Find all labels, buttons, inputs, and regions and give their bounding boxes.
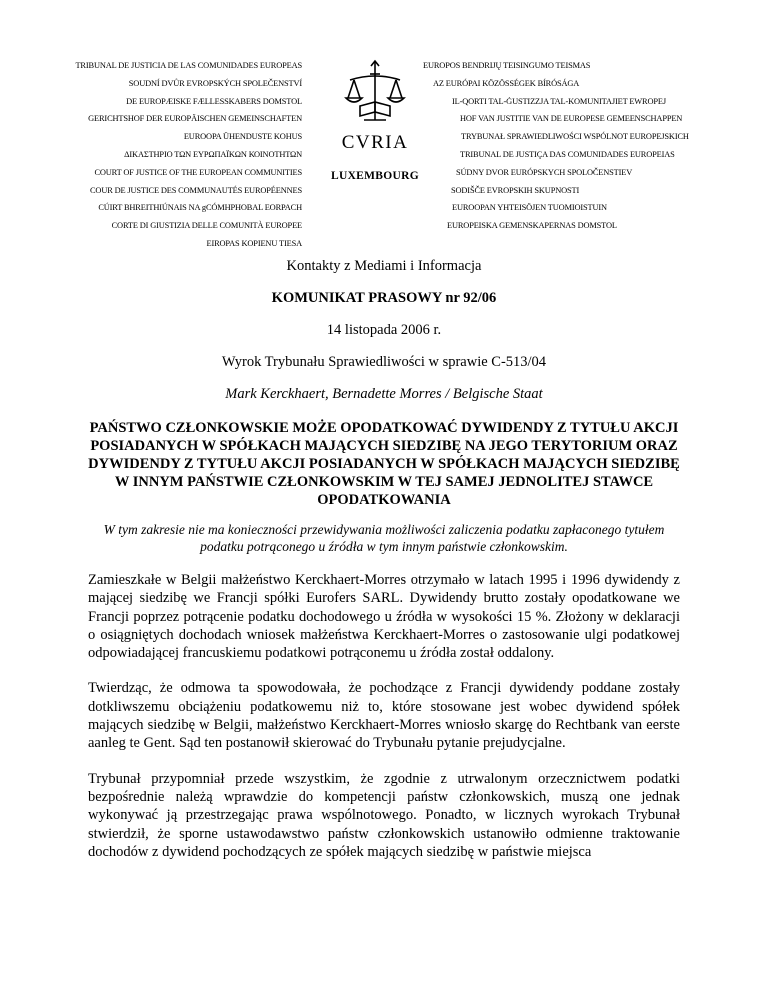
release-title: KOMUNIKAT PRASOWY nr 92/06: [271, 290, 497, 306]
court-name: EUROPEISKA GEMENSKAPERNAS DOMSTOL: [447, 221, 617, 231]
court-name: TRYBUNAŁ SPRAWIEDLIWOŚCI WSPÓLNOT EUROPEJSKICH: [461, 132, 689, 142]
court-name: EUROOPA ÜHENDUSTE KOHUS: [183, 132, 302, 142]
court-name: DE EUROPÆISKE FÆLLESSKABERS DOMSTOL: [126, 96, 302, 106]
court-name: EIROPAS KOPIENU TIESA: [206, 238, 302, 248]
court-name: COUR DE JUSTICE DES COMMUNAUTÉS EUROPÉENNES: [89, 185, 302, 195]
court-name: EUROOPAN YHTEISÖJEN TUOMIOISTUIN: [452, 203, 607, 213]
curia-wordmark: CVRIA: [341, 132, 409, 153]
court-name: CÚIRT BHREITHIÚNAIS NA gCÓMHPHOBAL EORPACH: [98, 203, 302, 213]
headline: PAŃSTWO CZŁONKOWSKIE MOŻE OPODATKOWAĆ DYWIDENDY Z TYTUŁU AKCJI POSIADANYCH W SPÓŁKACH MAJĄCYCH SIEDZIBĘ NA JEGO TERYTORIUM ORAZ DYWIDENDY Z TYTUŁU AKCJI POSIADANYCH W SPÓŁKACH MAJĄCYCH SIEDZIBĘ W INNYM PAŃSTWIE CZŁONKOWSKIM W TEJ SAMEJ JEDNOLITEJ STAWCE OPODATKOWANIA: [88, 420, 680, 508]
body-paragraph: Twierdząc, że odmowa ta spowodowała, że pochodzące z Francji dywidendy poddane zostały dotkliwszemu obciążeniu podatkowemu niż to, które stosowane jest wobec dywidend spółek mających siedzibę w Belgii, małżeństwo Kerckhaert-Morres wniosło skargę do Rechtbank van eerste aanleg te Gent. Sąd ten postanowił skierować do Trybunału pytanie prejudycjalne.: [88, 680, 680, 752]
letterhead: [0, 0, 768, 248]
court-name: ΔΙΚΑΣΤΗΡΙΟ ΤΩΝ ΕΥΡΩΠΑΪΚΩΝ ΚΟΙΝΟΤΗΤΩΝ: [124, 149, 302, 159]
court-names-left: [0, 57, 302, 253]
press-release: [88, 257, 680, 878]
court-name: SODIŠČE EVROPSKIH SKUPNOSTI: [451, 185, 580, 195]
court-name: TRIBUNAL DE JUSTICIA DE LAS COMUNIDADES EUROPEAS: [75, 61, 302, 70]
release-date: 14 listopada 2006 r.: [326, 322, 442, 338]
court-name: SOUDNÍ DVŮR EVROPSKÝCH SPOLEČENSTVÍ: [128, 78, 302, 88]
court-name: CORTE DI GIUSTIZIA DELLE COMUNITÀ EUROPEE: [111, 221, 302, 231]
body-paragraph: Trybunał przypomniał przede wszystkim, że zgodnie z utrwalonym orzecznictwem podatki bezpośrednie należą wprawdzie do kompetencji państw członkowskich, muszą one jednak wykonywać ją przestrzegając prawa wspólnotowego. Ponadto, w licznych wyrokach Trybunał stwierdził, że sporne ustawodawstwo państw członkowskich ustanowiło odmienne traktowanie dochodów z dywidend pochodzących ze spółek mających siedzibę w państwie miejsca: [88, 770, 680, 860]
court-name: AZ EURÓPAI KÖZÖSSÉGEK BÍRÓSÁGA: [433, 78, 580, 88]
court-name: SÚDNY DVOR EURÓPSKYCH SPOLOČENSTIEV: [456, 167, 633, 177]
court-name: IL-QORTI TAL-ĠUSTIZZJA TAL-KOMUNITAJIET EWROPEJ: [452, 96, 666, 106]
scales-of-justice-icon: [340, 58, 410, 130]
court-names-right: [423, 57, 765, 235]
subheadline: W tym zakresie nie ma konieczności przewidywania możliwości zaliczenia podatku zapłaconego tytułem podatku potrąconego u źródła w tym innym państwie członkowskim.: [103, 522, 665, 554]
court-emblem: [305, 58, 445, 182]
body-paragraph: Zamieszkałe w Belgii małżeństwo Kerckhaert-Morres otrzymało w latach 1995 i 1996 dywidendy z mającej siedzibę we Francji spółki Eurofers SARL. Dywidendy brutto zostały opodatkowane we Francji poprzez potrącenie podatku dochodowego u źródła w wysokości 15 %. Złożony w deklaracji o osiągniętych dochodach wniosek małżeństwa Kerckhaert-Morres o zastosowanie ulgi podatkowej odpowiadającej francuskiemu podatkowi potrąconemu u źródła został oddalony.: [88, 572, 680, 662]
city-name: LUXEMBOURG: [331, 170, 419, 182]
case-reference: Wyrok Trybunału Sprawiedliwości w sprawie C-513/04: [221, 354, 547, 370]
contact-line: Kontakty z Mediami i Informacja: [286, 258, 482, 274]
court-name: COURT OF JUSTICE OF THE EUROPEAN COMMUNITIES: [94, 167, 302, 177]
court-name: HOF VAN JUSTITIE VAN DE EUROPESE GEMEENSCHAPPEN: [460, 114, 683, 124]
court-name: GERICHTSHOF DER EUROPÄISCHEN GEMEINSCHAFTEN: [88, 114, 302, 124]
court-name: TRIBUNAL DE JUSTIÇA DAS COMUNIDADES EUROPEIAS: [460, 149, 675, 159]
case-parties: Mark Kerckhaert, Bernadette Morres / Belgische Staat: [225, 386, 543, 402]
court-name: EUROPOS BENDRIJŲ TEISINGUMO TEISMAS: [423, 61, 591, 70]
